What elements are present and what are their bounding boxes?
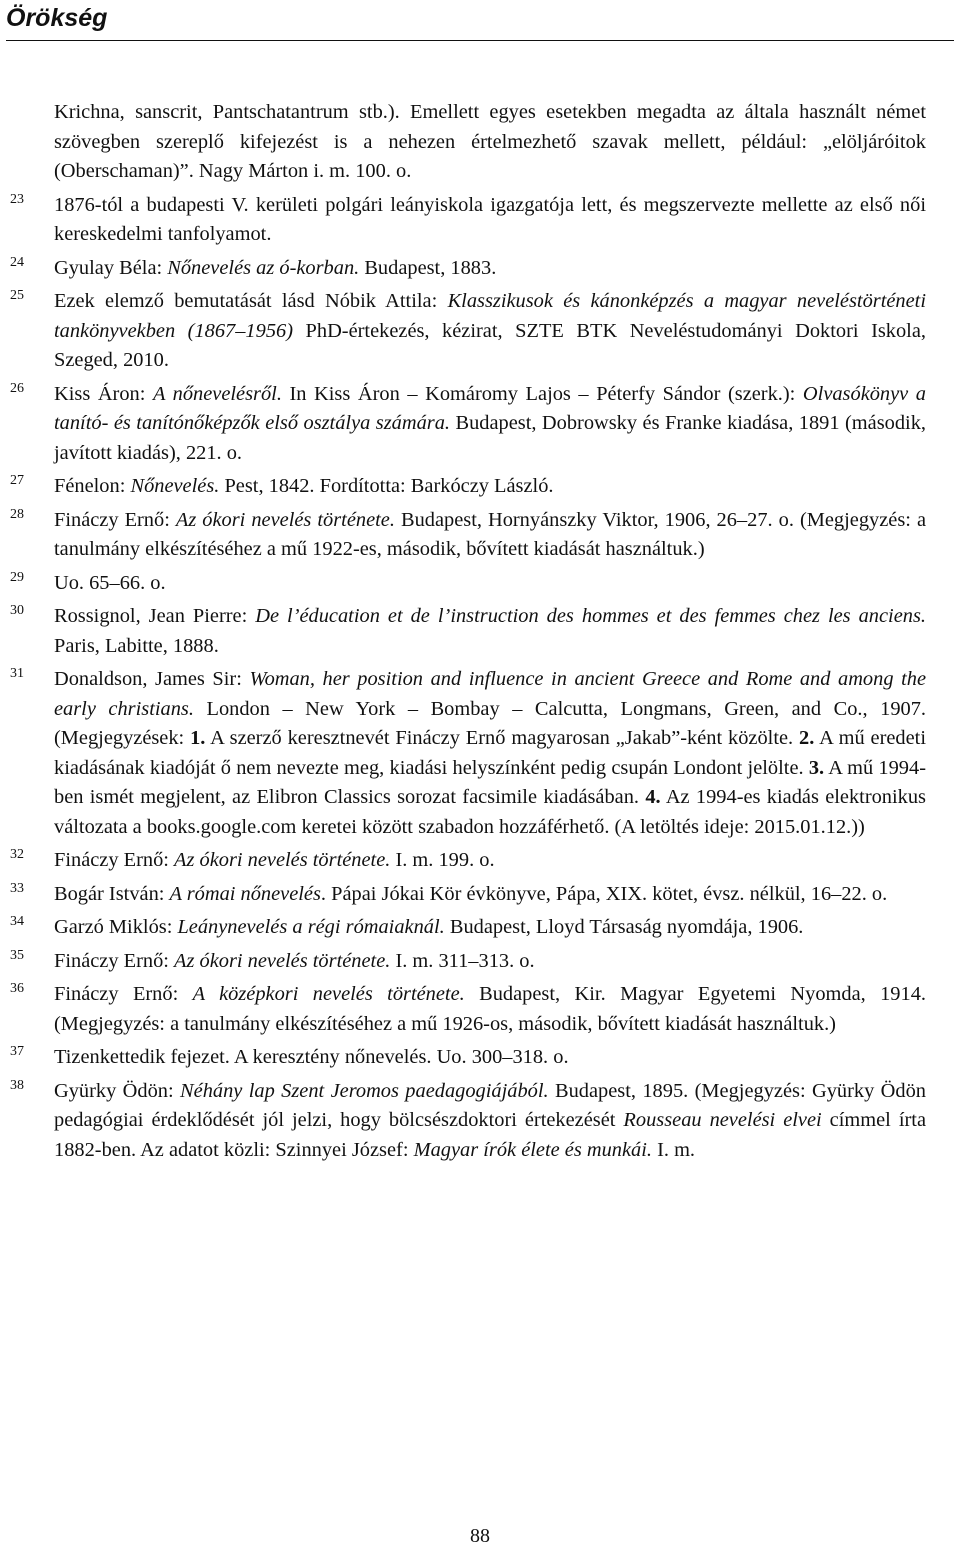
footnote-36 <box>0 980 960 1039</box>
footnote-title-italic: Leánynevelés a régi rómaiaknál. <box>177 916 445 938</box>
header-divider <box>6 40 954 41</box>
footnote-text-segment: Krichna, sanscrit, Pantschatantrum stb.). Emellett egyes esetekben megadta az általa használt német szövegben szereplő kifejezést is a nehezen értelmezhető szavak mellett, például: „elöljáróitok (Oberschaman)”. Nagy Márton i. m. 100. o. <box>54 101 926 182</box>
footnote-text-segment: A szerző keresztnevét Fináczy Ernő magyarosan „Jakab”-ként közölte. <box>205 727 800 749</box>
footnote-title-italic: A középkori nevelés története. <box>192 983 465 1005</box>
footnote-title-italic: Az ókori nevelés története. <box>174 849 391 871</box>
footnote-text <box>54 98 926 187</box>
footnote-title-italic: Magyar írók élete és munkái. <box>413 1138 652 1161</box>
footnote-number: 24 <box>10 254 24 270</box>
footnote-number: 23 <box>10 191 24 207</box>
footnote-text <box>54 380 926 469</box>
footnote-30 <box>0 602 960 661</box>
footnote-text-segment: . Pápai Jókai Kör évkönyve, Pápa, XIX. kötet, évsz. nélkül, 16–22. o. <box>320 882 888 905</box>
footnote-text-segment: Bogár István: <box>54 882 170 905</box>
footnote-number: 25 <box>10 288 24 303</box>
footnote-number: 26 <box>10 380 24 396</box>
footnote-bold-marker: 2. <box>799 727 815 749</box>
footnote-title-italic: Az ókori nevelés története. <box>175 508 395 531</box>
footnote-text-segment: Fináczy Ernő: <box>54 949 175 972</box>
footnote-text-segment: Ezek elemző bemutatását lásd Nóbik Attila: <box>54 290 448 312</box>
footnote-number: 33 <box>10 880 24 896</box>
footnote-27 <box>0 472 960 502</box>
footnote-text-segment: Kiss Áron: <box>54 382 153 405</box>
footnote-38 <box>0 1077 960 1166</box>
footnote-text-segment: I. m. 311–313. o. <box>390 949 535 972</box>
footnote-bold-marker: 1. <box>190 727 206 749</box>
footnote-text-segment: Gyürky Ödön: <box>54 1079 181 1102</box>
footnote-text <box>54 287 926 376</box>
footnotes-list <box>0 98 960 1165</box>
footnote-text-segment: In Kiss Áron – Komáromy Lajos – Péterfy Sándor (szerk.): <box>281 382 803 405</box>
running-header-title: Örökség <box>6 4 108 32</box>
footnote-text <box>54 913 926 943</box>
footnote-number: 37 <box>10 1044 24 1059</box>
footnote-number: 28 <box>10 506 24 522</box>
footnote-text-segment: Fináczy Ernő: <box>54 983 193 1005</box>
footnote-text <box>54 1077 926 1166</box>
page-number: 88 <box>470 1525 490 1547</box>
footnote-continuation <box>0 98 960 187</box>
footnote-text <box>54 569 926 599</box>
footnote-text <box>54 506 926 565</box>
footnote-34 <box>0 913 960 943</box>
footnote-text-segment: 1876-tól a budapesti V. kerületi polgári leányiskola igazgatója lett, és megszervezte mellette az első női kereskedelmi tanfolyamot. <box>54 193 926 245</box>
footnote-text <box>54 880 926 910</box>
footnote-number: 38 <box>10 1077 24 1093</box>
footnote-text-segment: Budapest, 1895. (Megjegyzés: Gyürky Ödön pedagógiai érdeklődését jól jelzi, hogy bölcsészdoktori értekezését <box>54 1079 926 1131</box>
footnote-number: 36 <box>10 981 24 996</box>
footnote-35 <box>0 947 960 977</box>
footnote-number: 30 <box>10 603 24 618</box>
footnote-text-segment: London – New York – Bombay – Calcutta, Longmans, Green, and Co., 1907. (Megjegyzések: <box>54 697 927 749</box>
footnote-text-segment: Rossignol, Jean Pierre: <box>54 605 256 627</box>
footnote-title-italic: Klasszikusok és kánonképzés a magyar neveléstörténeti tankönyvekben (1867–1956) <box>54 290 926 342</box>
footnote-text-segment: Az 1994-es kiadás elektronikus változata a books.google.com keretei között szabadon hozzáférhető. (A letöltés ideje: 2015.01.12.)) <box>54 786 926 838</box>
footnote-title-italic: Rousseau nevelési elvei <box>623 1109 822 1131</box>
footnote-28 <box>0 506 960 565</box>
footnote-text-segment: Budapest, 1883. <box>359 256 497 279</box>
footnote-title-italic: Néhány lap Szent Jeromos paedagogiájából. <box>180 1079 549 1102</box>
footnote-bold-marker: 3. <box>808 756 825 779</box>
footnote-text-segment: Paris, Labitte, 1888. <box>54 634 219 657</box>
footnote-text-segment: Budapest, Lloyd Társaság nyomdája, 1906. <box>444 916 804 938</box>
footnote-text <box>54 947 926 977</box>
footnote-title-italic: Olvasókönyv a tanító- és tanítónőképzők első osztálya számára. <box>54 382 926 434</box>
footnote-text-segment: Budapest, Dobrowsky és Franke kiadása, 1891 (második, javított kiadás), 221. o. <box>54 412 926 464</box>
footnote-23 <box>0 191 960 250</box>
footnote-text-segment: A mű eredeti kiadásának kiadóját ő nem nevezte meg, kiadási helyszínként pedig csupán Londont jelölte. <box>54 727 926 779</box>
footnote-number: 35 <box>10 947 24 963</box>
footnote-text-segment: címmel írta 1882-ben. Az adatot közli: Szinnyei József: <box>54 1109 926 1161</box>
footnote-number: 34 <box>10 914 24 929</box>
footnote-text-segment: I. m. 199. o. <box>390 849 495 871</box>
footnote-text <box>54 254 926 284</box>
footnote-32 <box>0 846 960 876</box>
footnote-title-italic: A római nőnevelés <box>169 882 321 905</box>
footnote-text-segment: Budapest, Kir. Magyar Egyetemi Nyomda, 1914. (Megjegyzés: a tanulmány elkészítéséhez a mű 1926-os, második, bővített kiadását használtuk.) <box>54 983 926 1035</box>
footnote-text-segment: Tizenkettedik fejezet. A keresztény nőnevelés. Uo. 300–318. o. <box>54 1046 569 1068</box>
footnote-31 <box>0 665 960 842</box>
footnote-text-segment: Garzó Miklós: <box>54 916 178 938</box>
footnote-text-segment: Fénelon: <box>54 475 131 497</box>
footnote-number: 29 <box>10 569 24 585</box>
footnote-text-segment: PhD-értekezés, kézirat, SZTE BTK Neveléstudományi Doktori Iskola, Szeged, 2010. <box>54 319 926 371</box>
footnote-text <box>54 191 926 250</box>
footnote-24 <box>0 254 960 284</box>
footnote-text-segment: Gyulay Béla: <box>54 256 168 279</box>
footnote-text-segment: Uo. 65–66. o. <box>54 571 166 594</box>
footnote-26 <box>0 380 960 469</box>
footnote-text-segment: A mű 1994-ben ismét megjelent, az Elibron Classics sorozat facsimile kiadásában. <box>54 756 926 808</box>
footnote-number: 31 <box>10 666 24 681</box>
footnote-text-segment: I. m. <box>651 1138 696 1161</box>
footnote-text <box>54 472 926 502</box>
footnote-title-italic: Az ókori nevelés története. <box>174 949 391 972</box>
footnote-bold-marker: 4. <box>645 786 661 808</box>
footnote-number: 32 <box>10 847 24 862</box>
footnote-text <box>54 602 926 661</box>
footnote-text-segment: Donaldson, James Sir: <box>54 668 250 690</box>
footnote-text-segment: Pest, 1842. Fordította: Barkóczy László. <box>219 475 554 497</box>
footnote-number: 27 <box>10 473 24 488</box>
footnote-text <box>54 665 926 842</box>
footnote-text-segment: Budapest, Hornyánszky Viktor, 1906, 26–27. o. (Megjegyzés: a tanulmány elkészítéséhez a mű 1922-es, második, bővített kiadását használtuk.) <box>54 508 927 560</box>
footnote-37 <box>0 1043 960 1073</box>
footnote-25 <box>0 287 960 376</box>
footnote-title-italic: Nőnevelés az ó-korban. <box>167 256 360 279</box>
footnote-text-segment: Fináczy Ernő: <box>54 849 175 871</box>
footnote-29 <box>0 569 960 599</box>
footnote-title-italic: Woman, her position and influence in ancient Greece and Rome and among the early christians. <box>54 668 926 720</box>
footnote-text <box>54 846 926 876</box>
footnote-text <box>54 980 926 1039</box>
footnote-33 <box>0 880 960 910</box>
footnote-title-italic: A nőnevelésről. <box>152 382 282 405</box>
footnote-text <box>54 1043 926 1073</box>
footnote-title-italic: Nőnevelés. <box>130 475 220 497</box>
footnote-title-italic: De l’éducation et de l’instruction des hommes et des femmes chez les anciens. <box>255 605 926 627</box>
footnote-text-segment: Fináczy Ernő: <box>54 508 176 531</box>
